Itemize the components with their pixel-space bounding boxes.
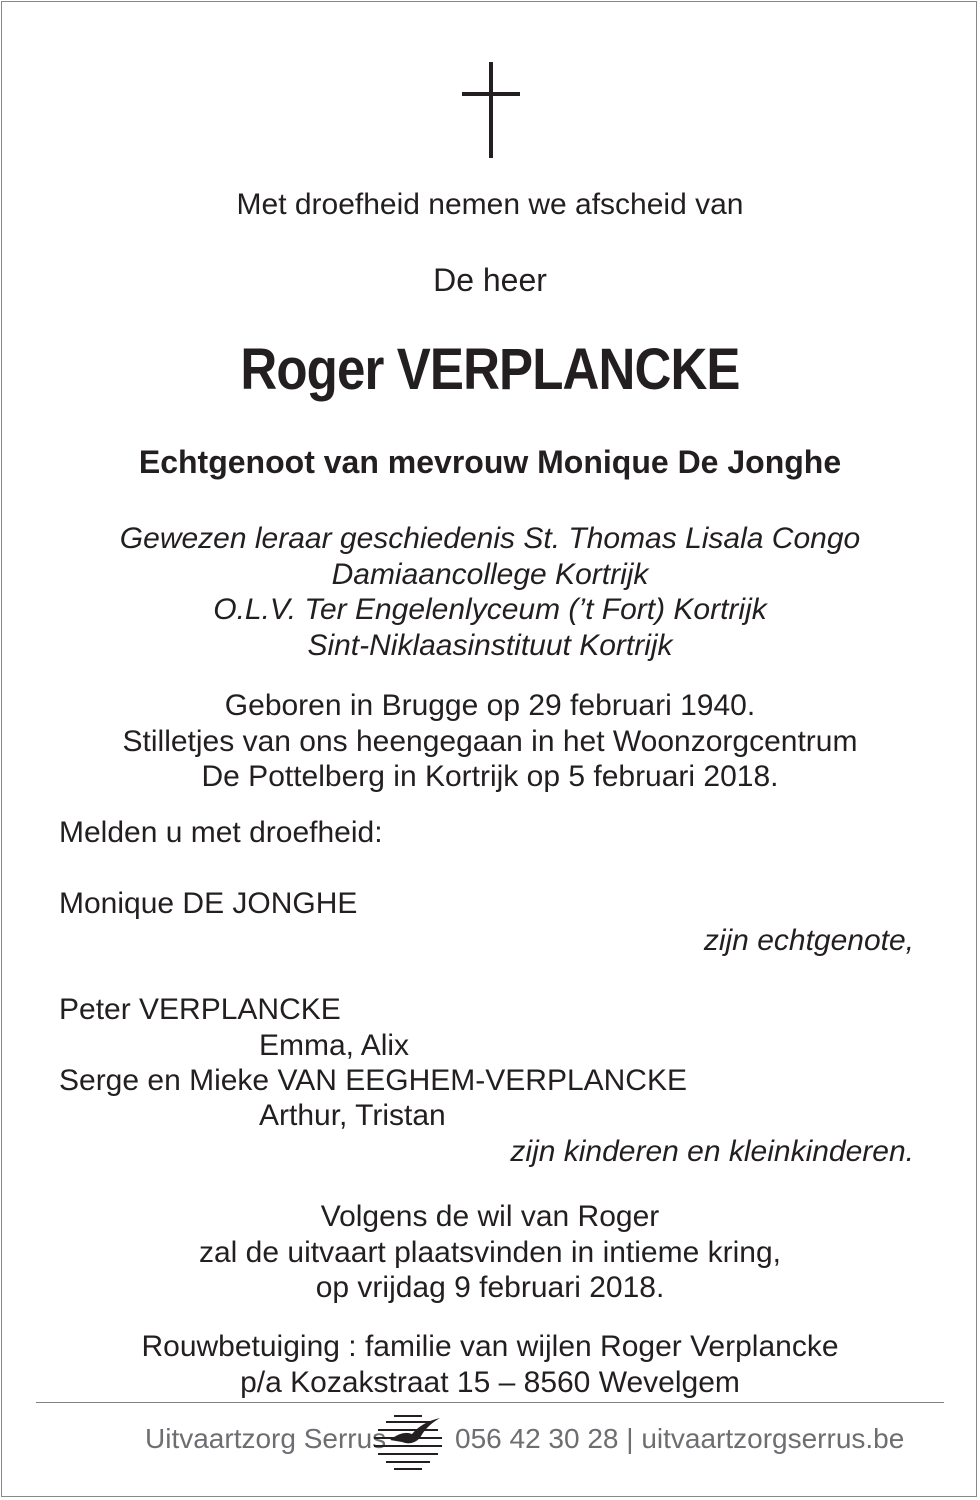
career-line: Gewezen leraar geschiedenis St. Thomas Lisala Congo (119, 522, 861, 555)
life-line: Geboren in Brugge op 29 februari 1940. (224, 689, 756, 722)
spouse-relation: zijn echtgenote, (703, 924, 914, 957)
life-line: Stilletjes van ons heengegaan in het Woonzorgcentrum (122, 724, 858, 758)
title-text: De heer (433, 262, 547, 298)
intro-text: Met droefheid nemen we afscheid van (236, 188, 744, 221)
footer-divider (36, 1402, 944, 1403)
family-heading: Melden u met droefheid: (59, 816, 383, 849)
footer-contact: 056 42 30 28 | uitvaartzorgserrus.be (455, 1423, 905, 1454)
cross-icon (462, 62, 520, 158)
funeral-wishes (0, 1199, 980, 1306)
condolence-line: p/a Kozakstraat 15 – 8560 Wevelgem (240, 1365, 740, 1399)
condolence-line: Rouwbetuiging : familie van wijlen Roger Verplancke (141, 1330, 839, 1363)
footer-company: Uitvaartzorg Serrus (145, 1423, 387, 1454)
child-name: Peter VERPLANCKE (59, 993, 341, 1026)
grandchildren-names: Arthur, Tristan (259, 1099, 446, 1132)
career-line: O.L.V. Ter Engelenlyceum (’t Fort) Kortrijk (213, 593, 767, 626)
grandchildren-names: Emma, Alix (259, 1029, 410, 1062)
child-name: Serge en Mieke VAN EEGHEM-VERPLANCKE (59, 1064, 687, 1097)
life-block (0, 688, 980, 795)
wishes-line: Volgens de wil van Roger (320, 1200, 660, 1233)
wishes-line: zal de uitvaart plaatsvinden in intieme kring, (199, 1235, 781, 1269)
life-line: De Pottelberg in Kortrijk op 5 februari 2018. (201, 760, 779, 793)
deceased-name: Roger VERPLANCKE (240, 337, 740, 402)
career-block (0, 521, 980, 663)
seagull-logo-icon (372, 1408, 444, 1474)
condolence-address (0, 1329, 980, 1400)
children-relation: zijn kinderen en kleinkinderen. (510, 1135, 914, 1168)
career-line: Sint-Niklaasinstituut Kortrijk (307, 628, 673, 662)
wishes-line: op vrijdag 9 februari 2018. (315, 1271, 665, 1304)
spouse-name: Monique DE JONGHE (59, 887, 358, 920)
spouse-line: Echtgenoot van mevrouw Monique De Jonghe (138, 444, 842, 480)
career-line: Damiaancollege Kortrijk (331, 557, 649, 591)
